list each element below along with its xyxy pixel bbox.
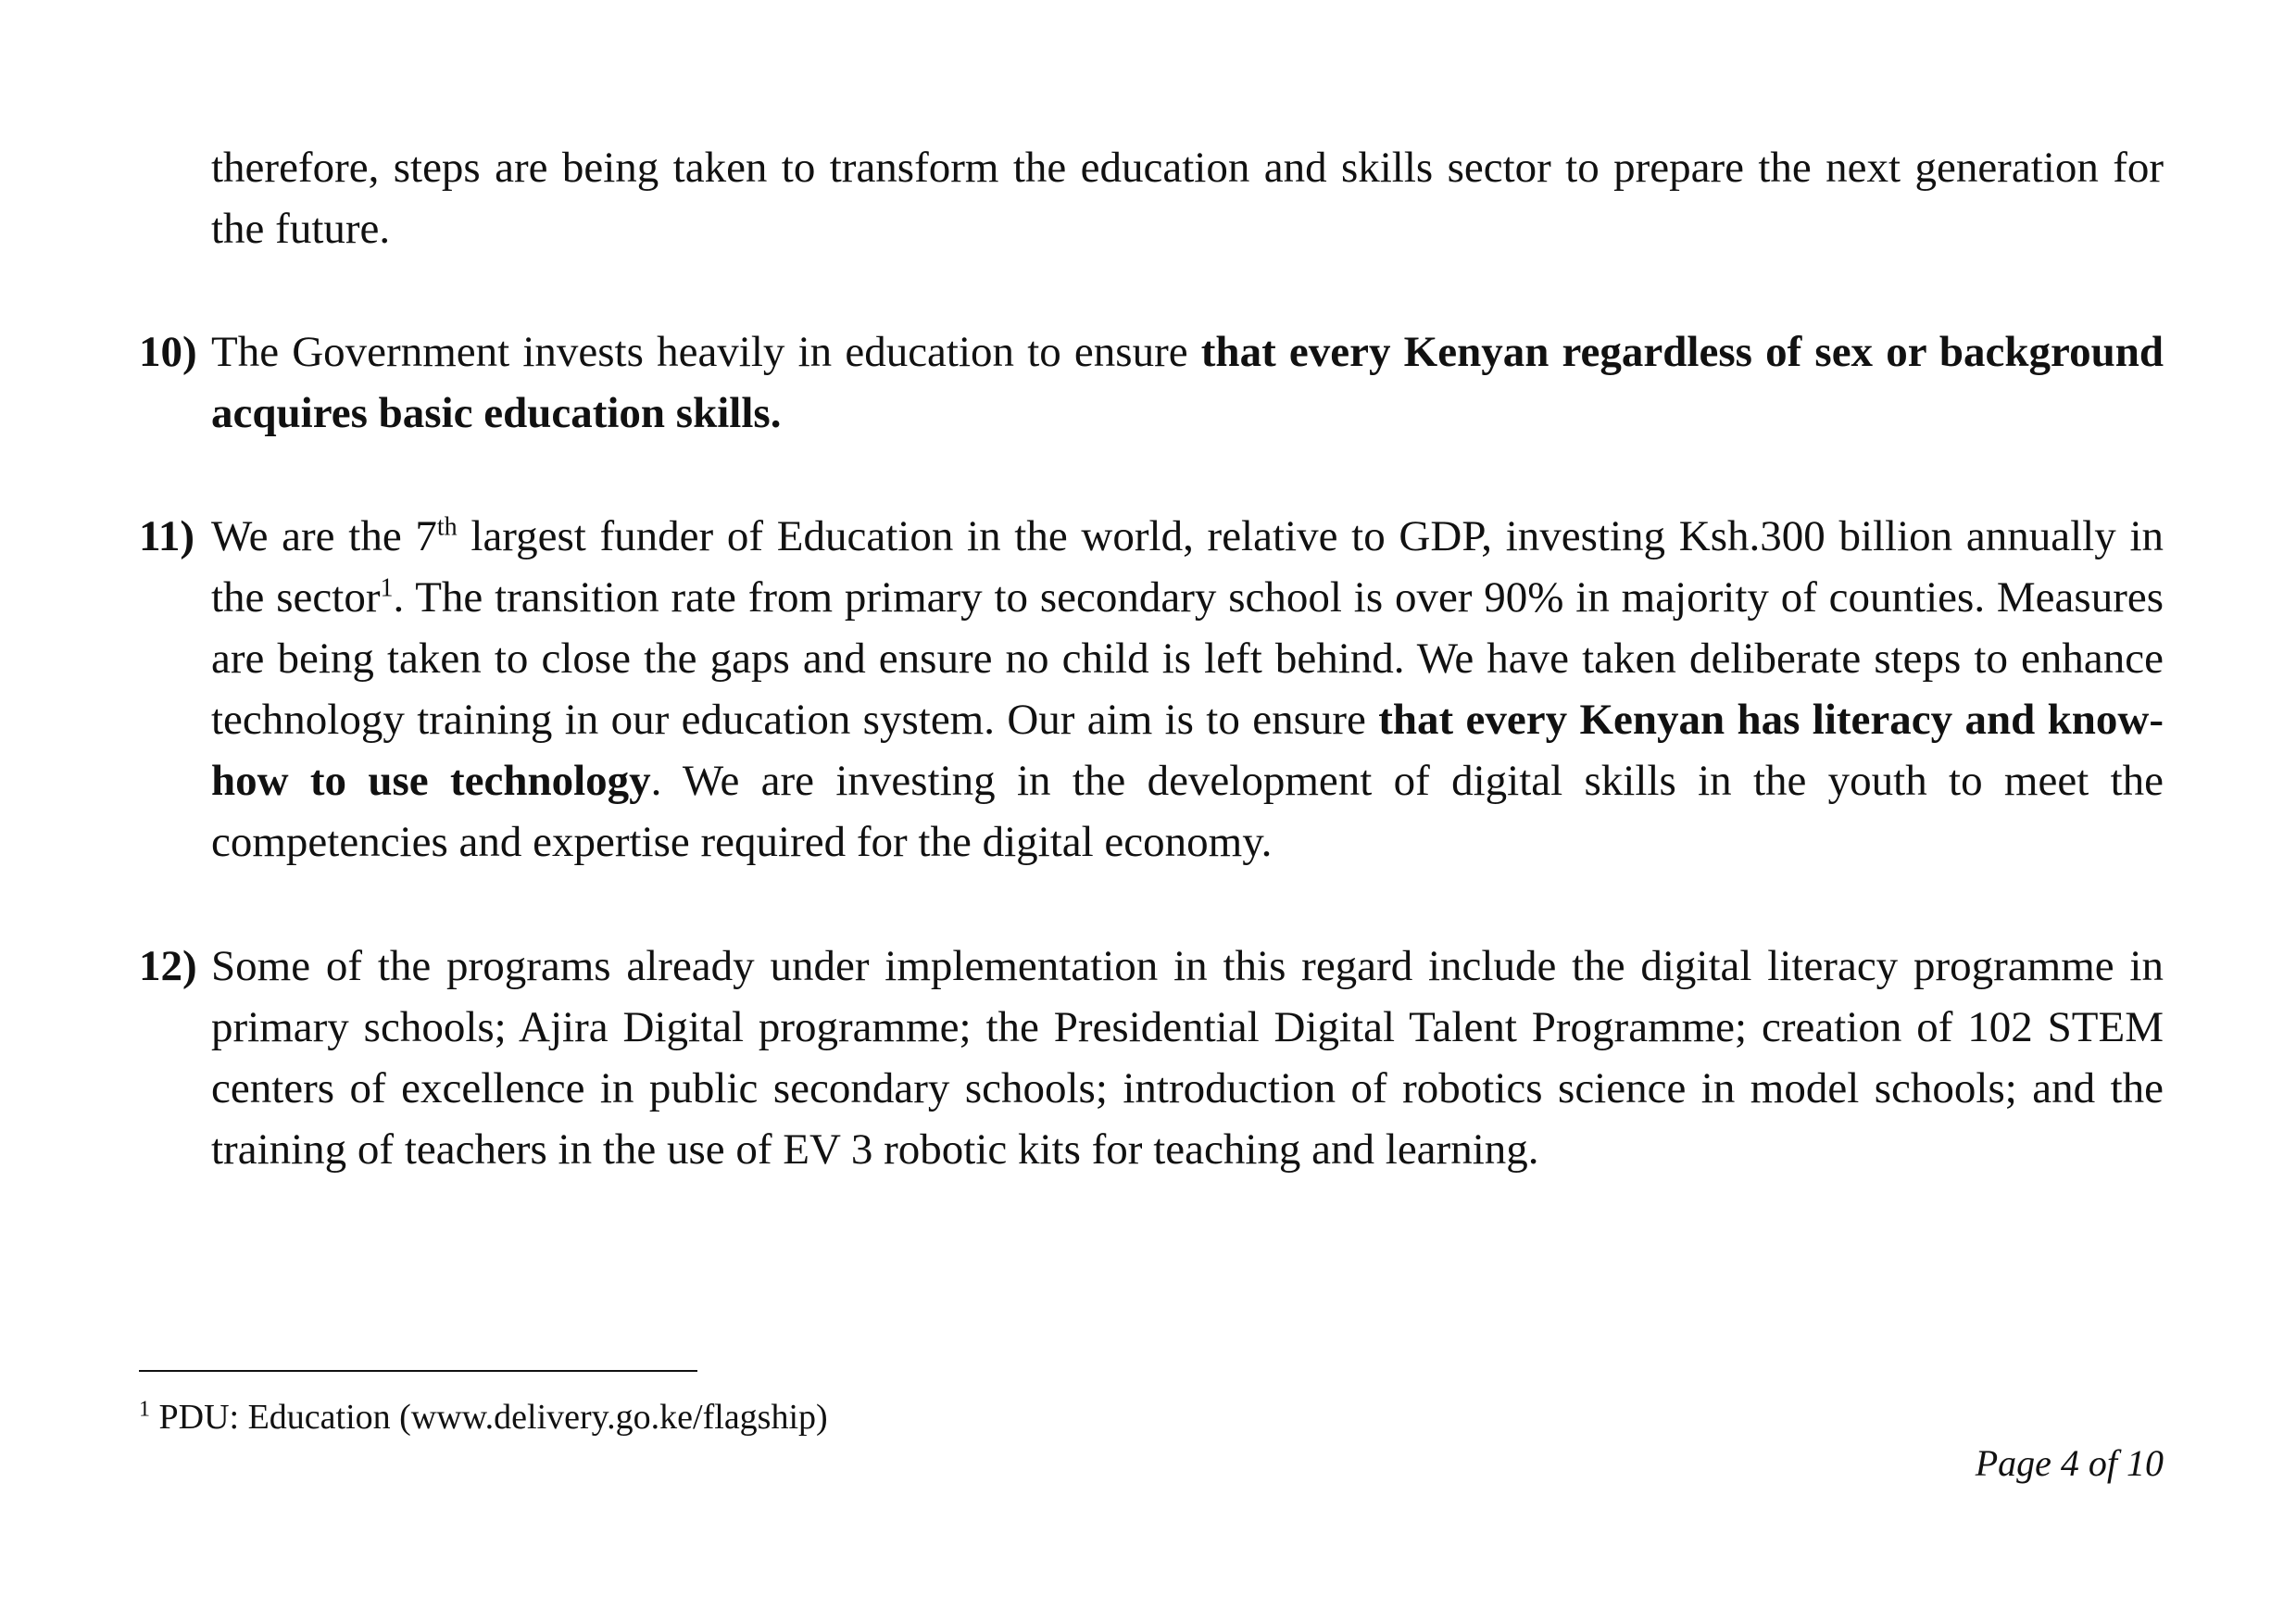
ordinal-superscript: th	[436, 512, 458, 542]
footnote-text: PDU: Education (www.delivery.go.ke/flagship)	[150, 1398, 828, 1437]
list-item-12	[139, 936, 2164, 1180]
item-number: 10)	[139, 328, 197, 376]
emphasis-text: that every Kenyan has literacy and know-how to use technology	[211, 696, 2164, 805]
intro-paragraph: therefore, steps are being taken to transform the education and skills sector to prepare the next generation for the future.	[211, 144, 2164, 253]
footnote-reference: 1	[380, 573, 394, 603]
footnote-marker: 1	[139, 1397, 150, 1422]
item-text: The Government invests heavily in education to ensure that every Kenyan regardless of sex or background acquires basic education skills.	[211, 328, 2164, 437]
item-number: 11)	[139, 512, 195, 560]
list-item-10	[139, 321, 2164, 444]
list-item-11	[139, 506, 2164, 873]
emphasis-text: that every Kenyan regardless of sex or background acquires basic education skills.	[211, 328, 2164, 437]
footnote	[139, 1394, 828, 1440]
footnote-separator	[139, 1370, 697, 1372]
item-number: 12)	[139, 942, 197, 990]
item-text: Some of the programs already under implementation in this regard include the digital literacy programme in primary schools; Ajira Digital programme; the Presidential Digital Talent Programme; creation of 102 STEM centers of excellence in public secondary schools; introduction of robotics science in model schools; and the training of teachers in the use of EV 3 robotic kits for teaching and learning.	[211, 942, 2164, 1174]
page-number: Page 4 of 10	[1975, 1442, 2164, 1484]
item-text: We are the 7th largest funder of Education in the world, relative to GDP, investing Ksh.300 billion annually in the sector$^1$. The transition rate from primary to secondary school is over 90% in majority of counties. Measures are being taken to close the gaps and ensure no child is left behind. We have taken deliberate steps to enhance technology training in our education system. Our aim is to ensure that every Kenyan has literacy and know-how to use technology. We are investing in the development of digital skills in the youth to meet the competencies and expertise required for the digital economy.	[211, 512, 2164, 866]
